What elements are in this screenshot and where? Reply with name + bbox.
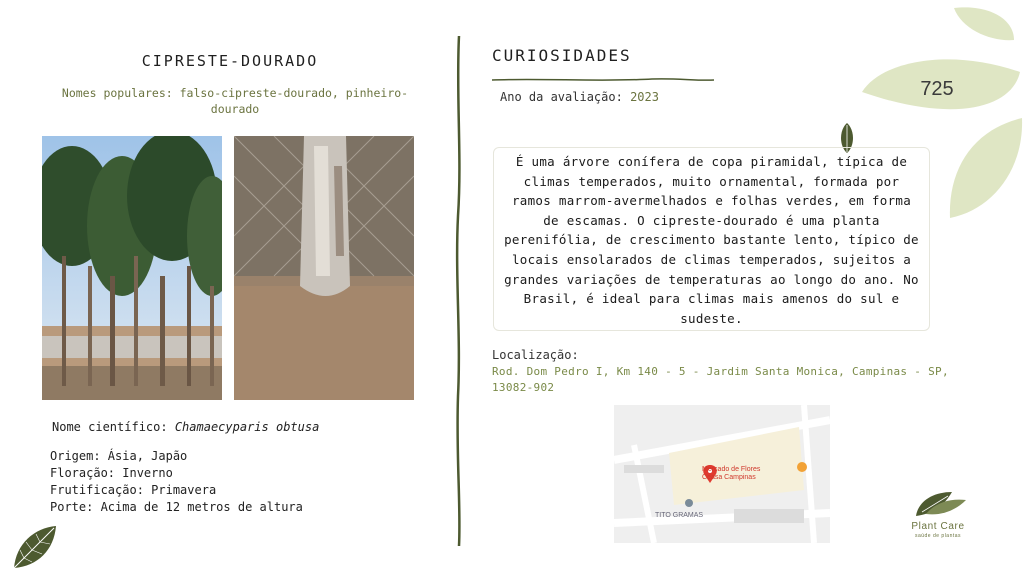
leaves-decoration-icon — [862, 0, 1024, 229]
description-text: É uma árvore conífera de copa piramidal, típica de climas temperados, muito ornamental, formada por ramos marrom-avermelhados e folhas verdes, em forma de escamas. O cipreste-dourado é uma planta perenifólia, de crescimento bastante lento, típico de locais ensolarados de climas temperados, sujeitos a grandes variações de temperaturas ao longo do ano. No Brasil, é ideal para climas mais amenos do sul e sudeste. — [504, 154, 919, 326]
evaluation-year — [500, 90, 659, 104]
plant-care-logo-icon — [912, 488, 970, 524]
size-fact: Porte: Acima de 12 metros de altura — [50, 500, 303, 514]
evaluation-number: 725 — [920, 78, 954, 100]
flowering-fact: Floração: Inverno — [50, 466, 173, 480]
brand-name: Plant Care — [911, 521, 965, 532]
scientific-label: Nome científico: — [52, 420, 168, 434]
scientific-name — [52, 420, 319, 434]
popular-names: Nomes populares: falso-cipreste-dourado, pinheiro-dourado — [61, 86, 409, 116]
year-value: 2023 — [630, 90, 659, 104]
scientific-value: Chamaecyparis obtusa — [174, 420, 320, 434]
plant-facts — [50, 448, 303, 516]
brand-tagline: saúde de plantas — [914, 533, 962, 539]
column-divider — [452, 36, 466, 550]
map-place-line1: Mercado de Flores — [702, 466, 761, 473]
year-label: Ano da avaliação: — [500, 90, 623, 104]
map-nearby-label: TITO GRAMAS — [655, 512, 704, 519]
title-underline — [492, 68, 714, 87]
map-place-label — [702, 466, 760, 482]
trunk-photo — [234, 136, 414, 400]
map-place-line2: Ceasa Campinas — [702, 474, 756, 481]
leaf-decoration-icon — [10, 522, 60, 576]
tree-photo — [42, 136, 222, 400]
location-label: Localização: — [492, 348, 579, 362]
curiosities-title: CURIOSIDADES — [492, 46, 632, 65]
fruiting-fact: Frutificação: Primavera — [50, 483, 217, 497]
location-address: Rod. Dom Pedro I, Km 140 - 5 - Jardim Santa Monica, Campinas - SP, 13082-902 — [492, 365, 949, 394]
origin-fact: Origem: Ásia, Japão — [50, 449, 188, 463]
plant-name: CIPRESTE-DOURADO — [141, 52, 319, 70]
location-map[interactable] — [614, 405, 830, 543]
